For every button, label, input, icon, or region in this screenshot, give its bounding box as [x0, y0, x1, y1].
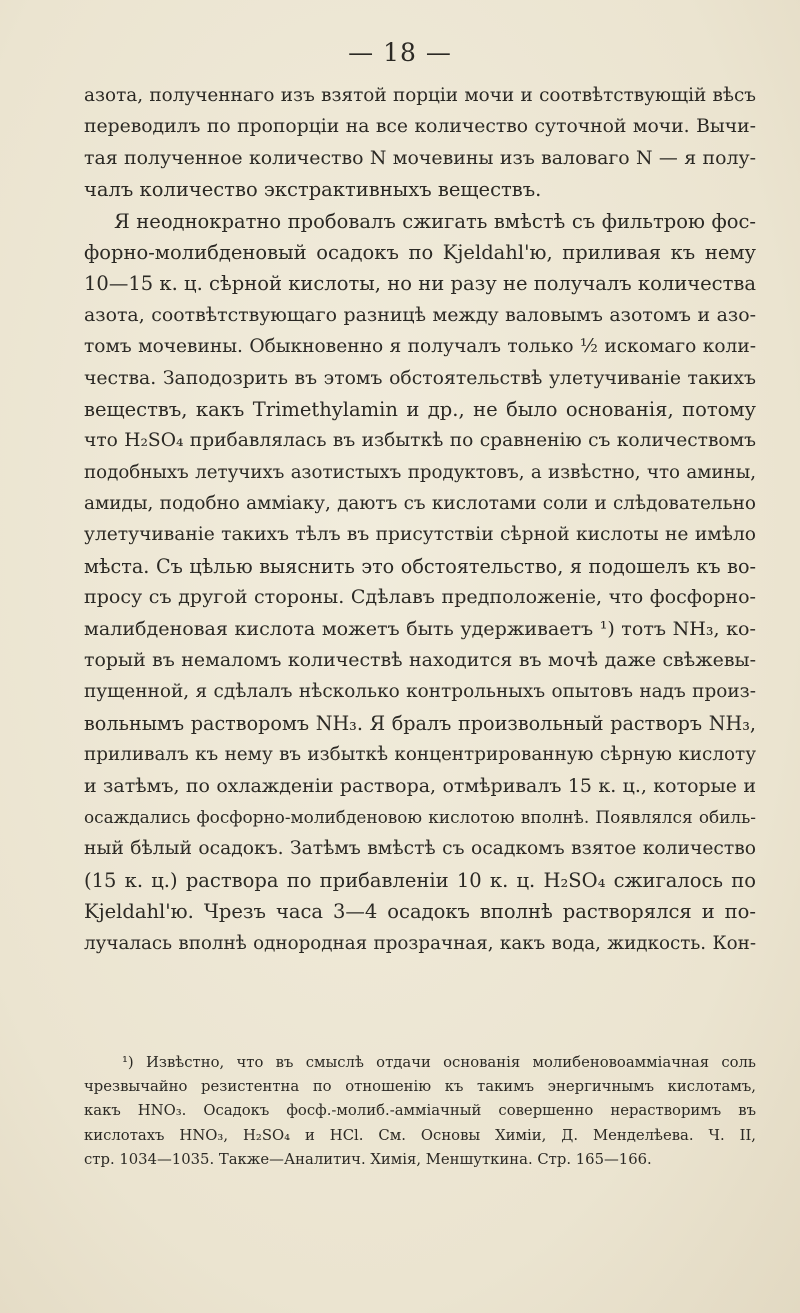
footnotes	[84, 1051, 756, 1172]
text-line: что H₂SO₄ прибавлялась въ избыткѣ по сравненію съ количествомъ	[84, 430, 756, 452]
text-line: форно-молибденовый осадокъ по Kjeldahl'ю, приливая къ нему	[84, 240, 756, 264]
text-line: (15 к. ц.) раствора по прибавленіи 10 к. ц. H₂SO₄ сжигалось по	[84, 868, 756, 892]
footnote-line: стр. 1034—1035. Также—Аналитич. Химія, Меншуткина. Стр. 165—166.	[84, 1150, 652, 1168]
text-line: ный бѣлый осадокъ. Затѣмъ вмѣстѣ съ осадкомъ взятое количество	[84, 838, 756, 860]
body-text	[84, 80, 756, 959]
text-line: чества. Заподозрить въ этомъ обстоятельствѣ улетучиваніе такихъ	[84, 367, 756, 389]
text-line: мѣста. Съ цѣлью выяснить это обстоятельство, я подошелъ къ во-	[84, 554, 756, 578]
text-line: вольнымъ растворомъ NH₃. Я бралъ произвольный растворъ NH₃,	[84, 711, 756, 735]
text-line: просу съ другой стороны. Сдѣлавъ предположеніе, что фосфорно-	[84, 586, 756, 609]
text-line: Я неоднократно пробовалъ сжигать вмѣстѣ съ фильтрою фос-	[114, 209, 756, 233]
footnote-line: какъ HNO₃. Осадокъ фосф.-молиб.-амміачный совершенно нерастворимъ въ	[84, 1102, 756, 1120]
text-line: приливалъ къ нему въ избыткѣ концентрированную сѣрную кислоту	[84, 744, 756, 766]
text-line: переводилъ по пропорціи на все количество суточной мочи. Вычи-	[84, 116, 756, 138]
text-line: томъ мочевины. Обыкновенно я получалъ только ½ искомаго коли-	[84, 336, 756, 358]
text-line: малибденовая кислота можетъ быть удерживаетъ ¹) тотъ NH₃, ко-	[84, 617, 756, 640]
text-line: лучалась вполнѣ однородная прозрачная, какъ вода, жидкость. Кон-	[84, 932, 756, 954]
text-line: амиды, подобно амміаку, даютъ съ кислотами соли и слѣдовательно	[84, 493, 756, 515]
text-line: Kjeldahl'ю. Чрезъ часа 3—4 осадокъ вполнѣ растворялся и по-	[84, 900, 756, 924]
text-line: чалъ количество экстрактивныхъ веществъ.	[84, 178, 542, 202]
text-line: подобныхъ летучихъ азотистыхъ продуктовъ, а извѣстно, что амины,	[84, 461, 756, 483]
text-line: тая полученное количество N мочевины изъ валоваго N — я полу-	[84, 146, 756, 169]
text-line: азота, полученнаго изъ взятой порціи мочи и соотвѣтствующій вѣсъ	[84, 85, 756, 106]
footnote-line: ¹) Извѣстно, что въ смыслѣ отдачи основанія молибеновоамміачная соль	[122, 1054, 756, 1071]
text-line: улетучиваніе такихъ тѣлъ въ присутствіи сѣрной кислоты не имѣло	[84, 524, 756, 546]
text-line: веществъ, какъ Trimethylamin и др., не было основанія, потому	[84, 397, 756, 421]
text-line: торый въ немаломъ количествѣ находится въ мочѣ даже свѣжевы-	[84, 649, 756, 672]
text-line: азота, соотвѣтствующаго разницѣ между валовымъ азотомъ и азо-	[84, 303, 756, 326]
page-number: — 18 —	[348, 38, 452, 67]
footnote-line: кислотахъ HNO₃, H₂SO₄ и HCl. См. Основы Химіи, Д. Менделѣева. Ч. II,	[84, 1126, 756, 1144]
footnote-line: чрезвычайно резистентна по отношенію къ такимъ энергичнымъ кислотамъ,	[84, 1078, 756, 1096]
text-line: 10—15 к. ц. сѣрной кислоты, но ни разу не получалъ количества	[84, 272, 756, 296]
text-line: пущенной, я сдѣлалъ нѣсколько контрольныхъ опытовъ надъ произ-	[84, 681, 756, 703]
text-line: осаждались фосфорно-молибденовою кислотою вполнѣ. Появлялся обиль-	[84, 806, 756, 827]
text-line: и затѣмъ, по охлажденіи раствора, отмѣривалъ 15 к. ц., которые и	[84, 774, 756, 797]
